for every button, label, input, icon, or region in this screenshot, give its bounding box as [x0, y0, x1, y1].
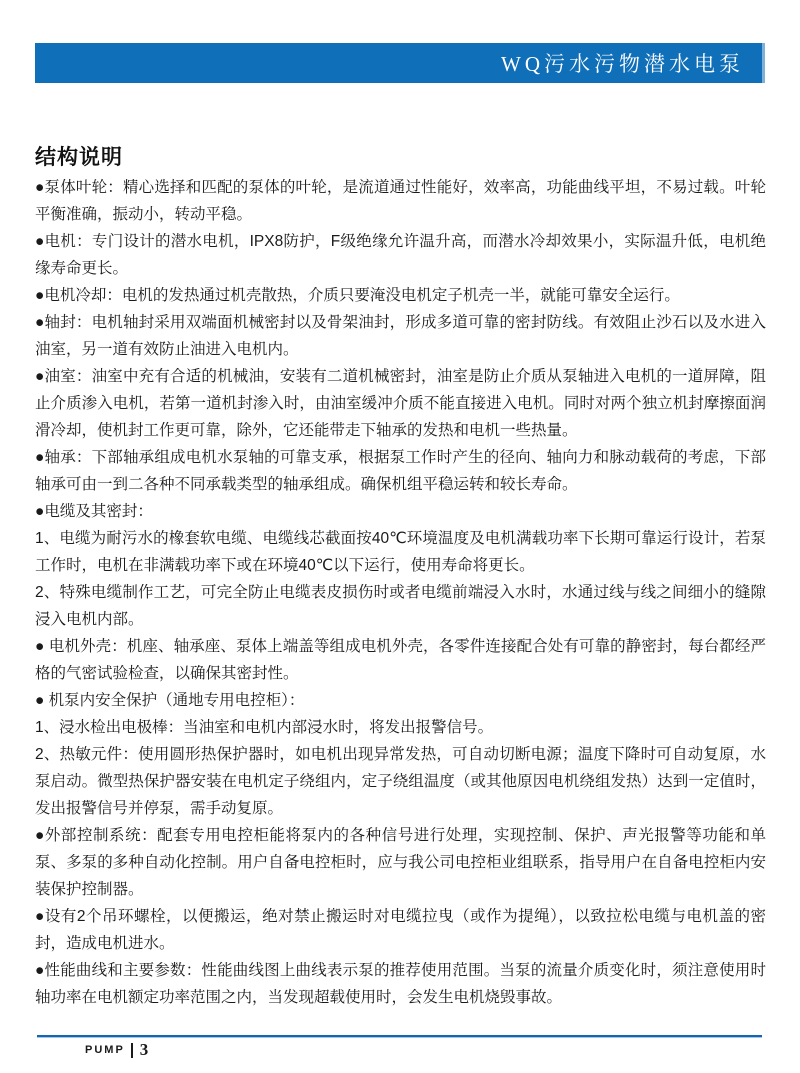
- body-paragraph: ●电机冷却：电机的发热通过机壳散热，介质只要淹没电机定子机壳一半，就能可靠安全运行。: [35, 287, 680, 304]
- body-paragraph: 1、电缆为耐污水的橡套软电缆、电缆线芯截面按40℃环境温度及电机满载功率下长期可靠运行设计，若泵工作时，电机在非满载功率下或在环境40℃以下运行，使用寿命将更长。: [35, 530, 766, 574]
- footer-brand: PUMP: [85, 1044, 125, 1056]
- body-paragraph: ●电机：专门设计的潜水电机，IPX8防护，F级绝缘允许温升高，而潜水冷却效果小，实际温升低，电机绝缘寿命更长。: [35, 233, 766, 277]
- body-paragraph: 2、热敏元件：使用圆形热保护器时，如电机出现异常发热，可自动切断电源；温度下降时可自动复原，水泵启动。微型热保护器安装在电机定子绕组内，定子绕组温度（或其他原因电机绕组发热）达到一定值时，发出报警信号并停泵，需手动复原。: [35, 746, 766, 817]
- body-paragraph: ●轴封：电机轴封采用双端面机械密封以及骨架油封，形成多道可靠的密封防线。有效阻止沙石以及水进入油室，另一道有效防止油进入电机内。: [35, 314, 766, 358]
- body-paragraph: ● 机泵内安全保护（通地专用电控柜）：: [35, 692, 305, 709]
- body-paragraph: ●外部控制系统：配套专用电控柜能将泵内的各种信号进行处理，实现控制、保护、声光报警等功能和单泵、多泵的多种自动化控制。用户自备电控柜时，应与我公司电控柜业组联系，指导用户在自备电控柜内安装保护控制器。: [35, 827, 766, 898]
- footer-rule: [37, 1035, 762, 1038]
- footer-divider: [131, 1043, 133, 1058]
- body-paragraph: ●性能曲线和主要参数：性能曲线图上曲线表示泵的推荐使用范围。当泵的流量介质变化时，须注意使用时轴功率在电机额定功率范围之内，当发现超载使用时，会发生电机烧毁事故。: [35, 962, 766, 1006]
- body-paragraph: ●设有2个吊环螺栓，以便搬运，绝对禁止搬运时对电缆拉曳（或作为提绳），以致拉松电缆与电机盖的密封，造成电机进水。: [35, 908, 766, 952]
- content-area: [35, 174, 766, 1011]
- body-paragraph: ●电缆及其密封：: [35, 503, 153, 520]
- body-paragraph: ●轴承：下部轴承组成电机水泵轴的可靠支承，根据泵工作时产生的径向、轴向力和脉动载荷的考虑，下部轴承可由一到二各种不同承载类型的轴承组成。确保机组平稳运转和较长寿命。: [35, 449, 766, 493]
- body-paragraph: ●泵体叶轮：精心选择和匹配的泵体的叶轮，是流道通过性能好，效率高，功能曲线平坦，不易过载。叶轮平衡准确，振动小，转动平稳。: [35, 179, 766, 223]
- header-title: WQ污水污物潜水电泵: [501, 52, 744, 76]
- body-paragraph: 2、特殊电缆制作工艺，可完全防止电缆表皮损伤时或者电缆前端浸入水时，水通过线与线之间细小的缝隙浸入电机内部。: [35, 584, 766, 628]
- body-paragraph: ●油室：油室中充有合适的机械油，安装有二道机械密封，油室是防止介质从泵轴进入电机的一道屏障，阻止介质渗入电机，若第一道机封渗入时，由油室缓冲介质不能直接进入电机。同时对两个独立机封摩擦面润滑冷却，使机封工作更可靠，除外，它还能带走下轴承的发热和电机一些热量。: [35, 368, 766, 439]
- page-title: 结构说明: [35, 146, 123, 169]
- header-banner: [35, 43, 765, 83]
- body-paragraph: ● 电机外壳：机座、轴承座、泵体上端盖等组成电机外壳，各零件连接配合处有可靠的静密封，每台都经严格的气密试验检查，以确保其密封性。: [35, 638, 766, 682]
- footer: [85, 1041, 148, 1059]
- footer-page-number: 3: [139, 1040, 149, 1059]
- body-paragraph: 1、浸水检出电极棒：当油室和电机内部浸水时，将发出报警信号。: [35, 719, 494, 736]
